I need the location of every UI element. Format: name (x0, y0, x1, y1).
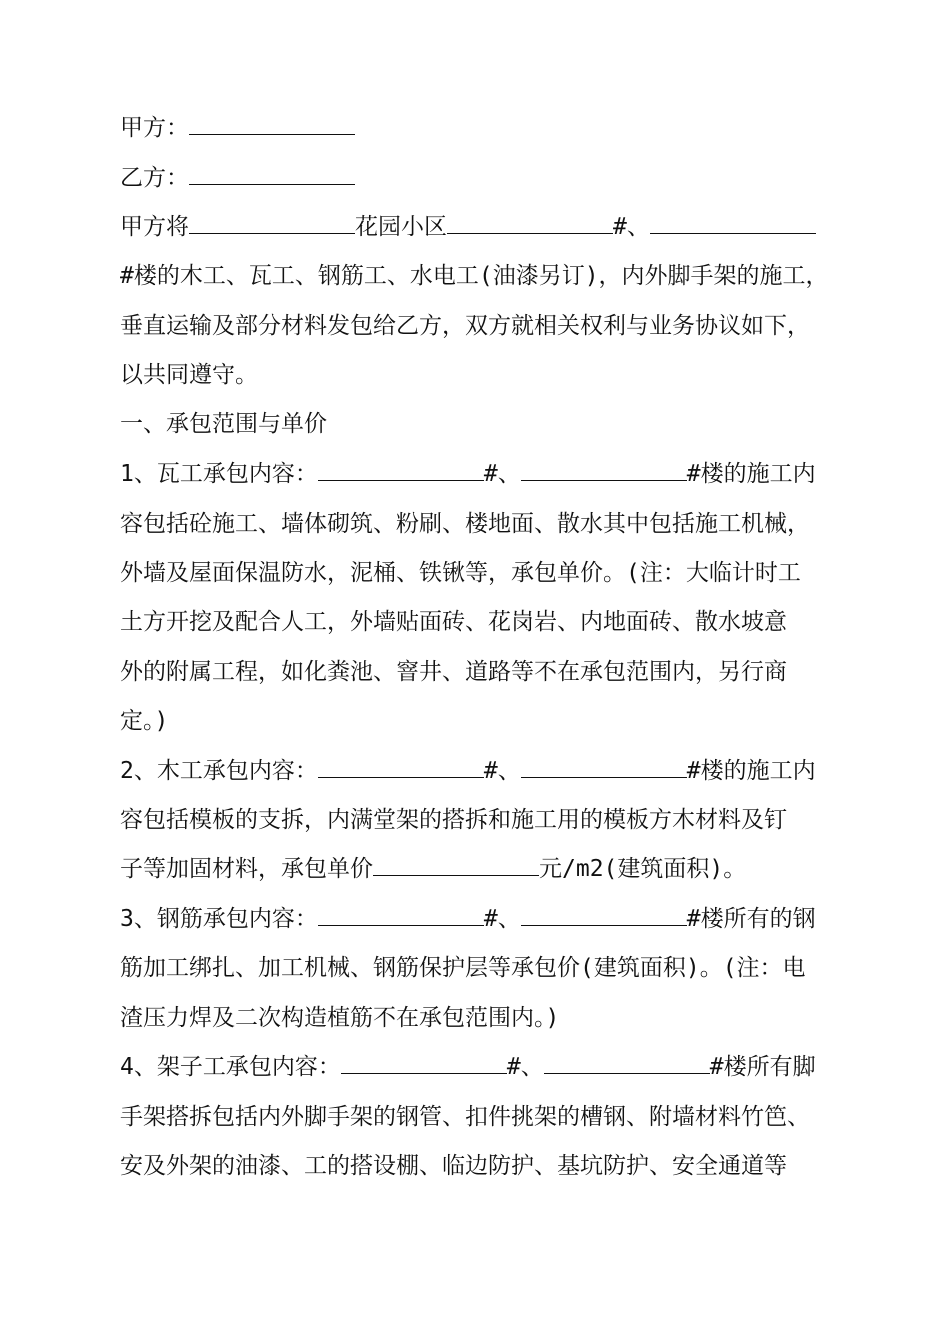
blank-field (521, 903, 687, 926)
item2-line-1 (120, 755, 840, 787)
item-text: 子等加固材料，承包单价 (120, 856, 373, 882)
item-label: 2、木工承包内容： (120, 758, 318, 784)
item4-line-2: 手架搭拆包括内外脚手架的钢管、扣件挑架的槽钢、附墙材料竹笆、 (120, 1104, 810, 1130)
item-text: #楼的施工内 (686, 758, 816, 784)
blank-field (544, 1051, 710, 1074)
blank-field (373, 853, 539, 876)
blank-field (189, 211, 355, 234)
item-text: 元/m2(建筑面积)。 (539, 856, 747, 882)
party-a-label: 甲方： (120, 115, 189, 141)
item-label: 1、瓦工承包内容： (120, 461, 318, 487)
blank-field (318, 903, 484, 926)
intro-line-2: #楼的木工、瓦工、钢筋工、水电工(油漆另订)，内外脚手架的施工， (120, 263, 829, 289)
blank-field (341, 1051, 507, 1074)
blank-field (650, 211, 816, 234)
item-text: #、 (483, 461, 521, 487)
blank-field (318, 458, 484, 481)
item-label: 4、架子工承包内容： (120, 1054, 341, 1080)
item2-line-3 (120, 853, 840, 885)
party-a-blank (189, 112, 355, 135)
item-label: 3、钢筋承包内容： (120, 906, 318, 932)
section-heading: 一、承包范围与单价 (120, 411, 327, 437)
intro-text: #、 (613, 214, 650, 240)
item1-line-4: 土方开挖及配合人工，外墙贴面砖、花岗岩、内地面砖、散水坡意 (120, 609, 787, 635)
item1-line-1 (120, 458, 840, 490)
item3-line-2: 筋加工绑扎、加工机械、钢筋保护层等承包价(建筑面积)。(注：电 (120, 955, 806, 981)
item4-line-3: 安及外架的油漆、工的搭设棚、临边防护、基坑防护、安全通道等 (120, 1153, 787, 1179)
party-a-line (120, 112, 840, 144)
blank-field (447, 211, 613, 234)
item-text: #、 (483, 758, 521, 784)
item2-line-2: 容包括模板的支拆，内满堂架的搭拆和施工用的模板方木材料及钉 (120, 807, 787, 833)
item-text: #楼所有脚 (709, 1054, 816, 1080)
item3-line-3: 渣压力焊及二次构造植筋不在承包范围内。) (120, 1005, 560, 1031)
item1-line-3: 外墙及屋面保温防水，泥桶、铁锹等，承包单价。(注：大临计时工 (120, 560, 801, 586)
item1-line-5: 外的附属工程，如化粪池、窨井、道路等不在承包范围内，另行商 (120, 659, 787, 685)
party-b-label: 乙方： (120, 165, 189, 191)
intro-line-4: 以共同遵守。 (120, 362, 258, 388)
item-text: #楼的施工内 (686, 461, 816, 487)
item1-line-6: 定。) (120, 708, 169, 734)
party-b-line (120, 162, 840, 194)
item-text: #、 (483, 906, 521, 932)
blank-field (521, 755, 687, 778)
item3-line-1 (120, 903, 840, 935)
item4-line-1 (120, 1051, 840, 1083)
intro-text: 花园小区 (355, 214, 447, 240)
blank-field (521, 458, 687, 481)
blank-field (318, 755, 484, 778)
item-text: #、 (506, 1054, 544, 1080)
intro-text: 甲方将 (120, 214, 189, 240)
intro-line-1 (120, 211, 840, 243)
intro-line-3: 垂直运输及部分材料发包给乙方，双方就相关权利与业务协议如下， (120, 313, 810, 339)
item-text: #楼所有的钢 (686, 906, 816, 932)
party-b-blank (189, 162, 355, 185)
item1-line-2: 容包括砼施工、墙体砌筑、粉刷、楼地面、散水其中包括施工机械， (120, 511, 810, 537)
